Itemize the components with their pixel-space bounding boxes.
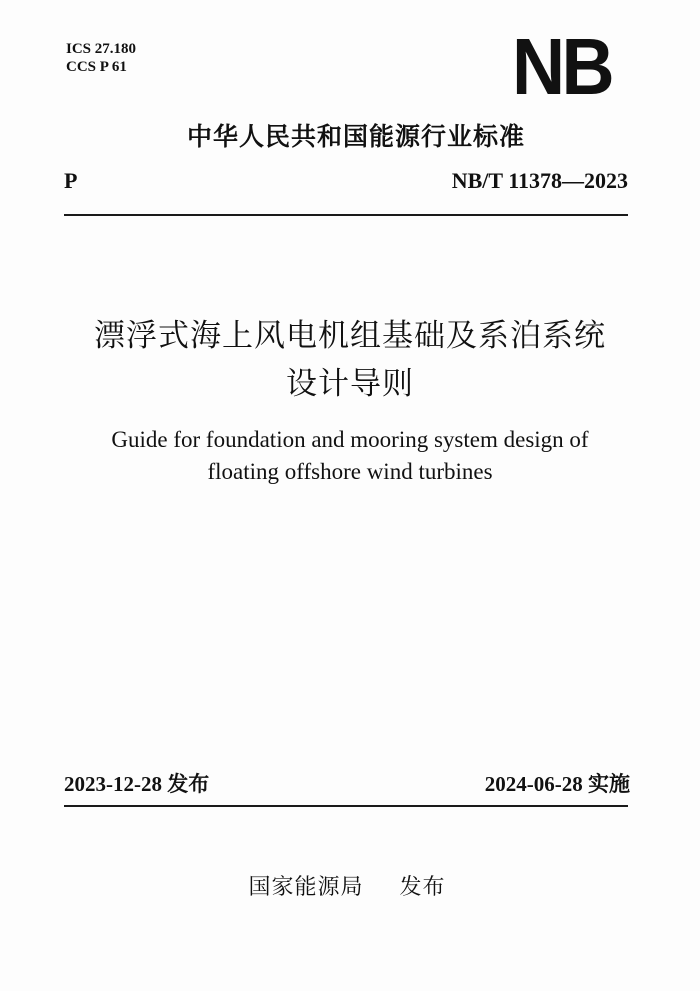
chinese-title <box>0 312 700 408</box>
implementation-date-block <box>485 768 630 798</box>
chinese-title-line-2: 设计导则 <box>286 366 414 401</box>
implementation-label: 实施 <box>588 772 630 796</box>
standard-category: 中华人民共和国能源行业标准 <box>186 122 525 151</box>
top-divider <box>64 214 628 216</box>
ics-code: ICS 27.180 <box>66 41 137 57</box>
issue-label: 发布 <box>167 772 210 796</box>
class-code: P <box>64 168 78 193</box>
implementation-date: 2024-06-28 <box>484 772 583 796</box>
english-title-line-2: floating offshore wind turbines <box>207 459 493 484</box>
publisher-line <box>0 870 700 901</box>
nb-logo: NB <box>512 22 611 111</box>
classification-codes <box>66 40 136 76</box>
publish-label: 发布 <box>399 875 446 900</box>
english-title <box>0 424 700 488</box>
issue-date-block <box>64 768 209 798</box>
chinese-title-line-1: 漂浮式海上风电机组基础及系泊系统 <box>94 318 606 353</box>
ccs-code: CCS P 61 <box>66 59 127 75</box>
issue-date: 2023-12-28 <box>64 772 162 796</box>
bottom-divider <box>64 805 628 807</box>
standard-number: NB/T 11378—2023 <box>451 168 628 193</box>
publisher-name: 国家能源局 <box>248 875 364 900</box>
english-title-line-1: Guide for foundation and mooring system design of <box>111 427 589 452</box>
